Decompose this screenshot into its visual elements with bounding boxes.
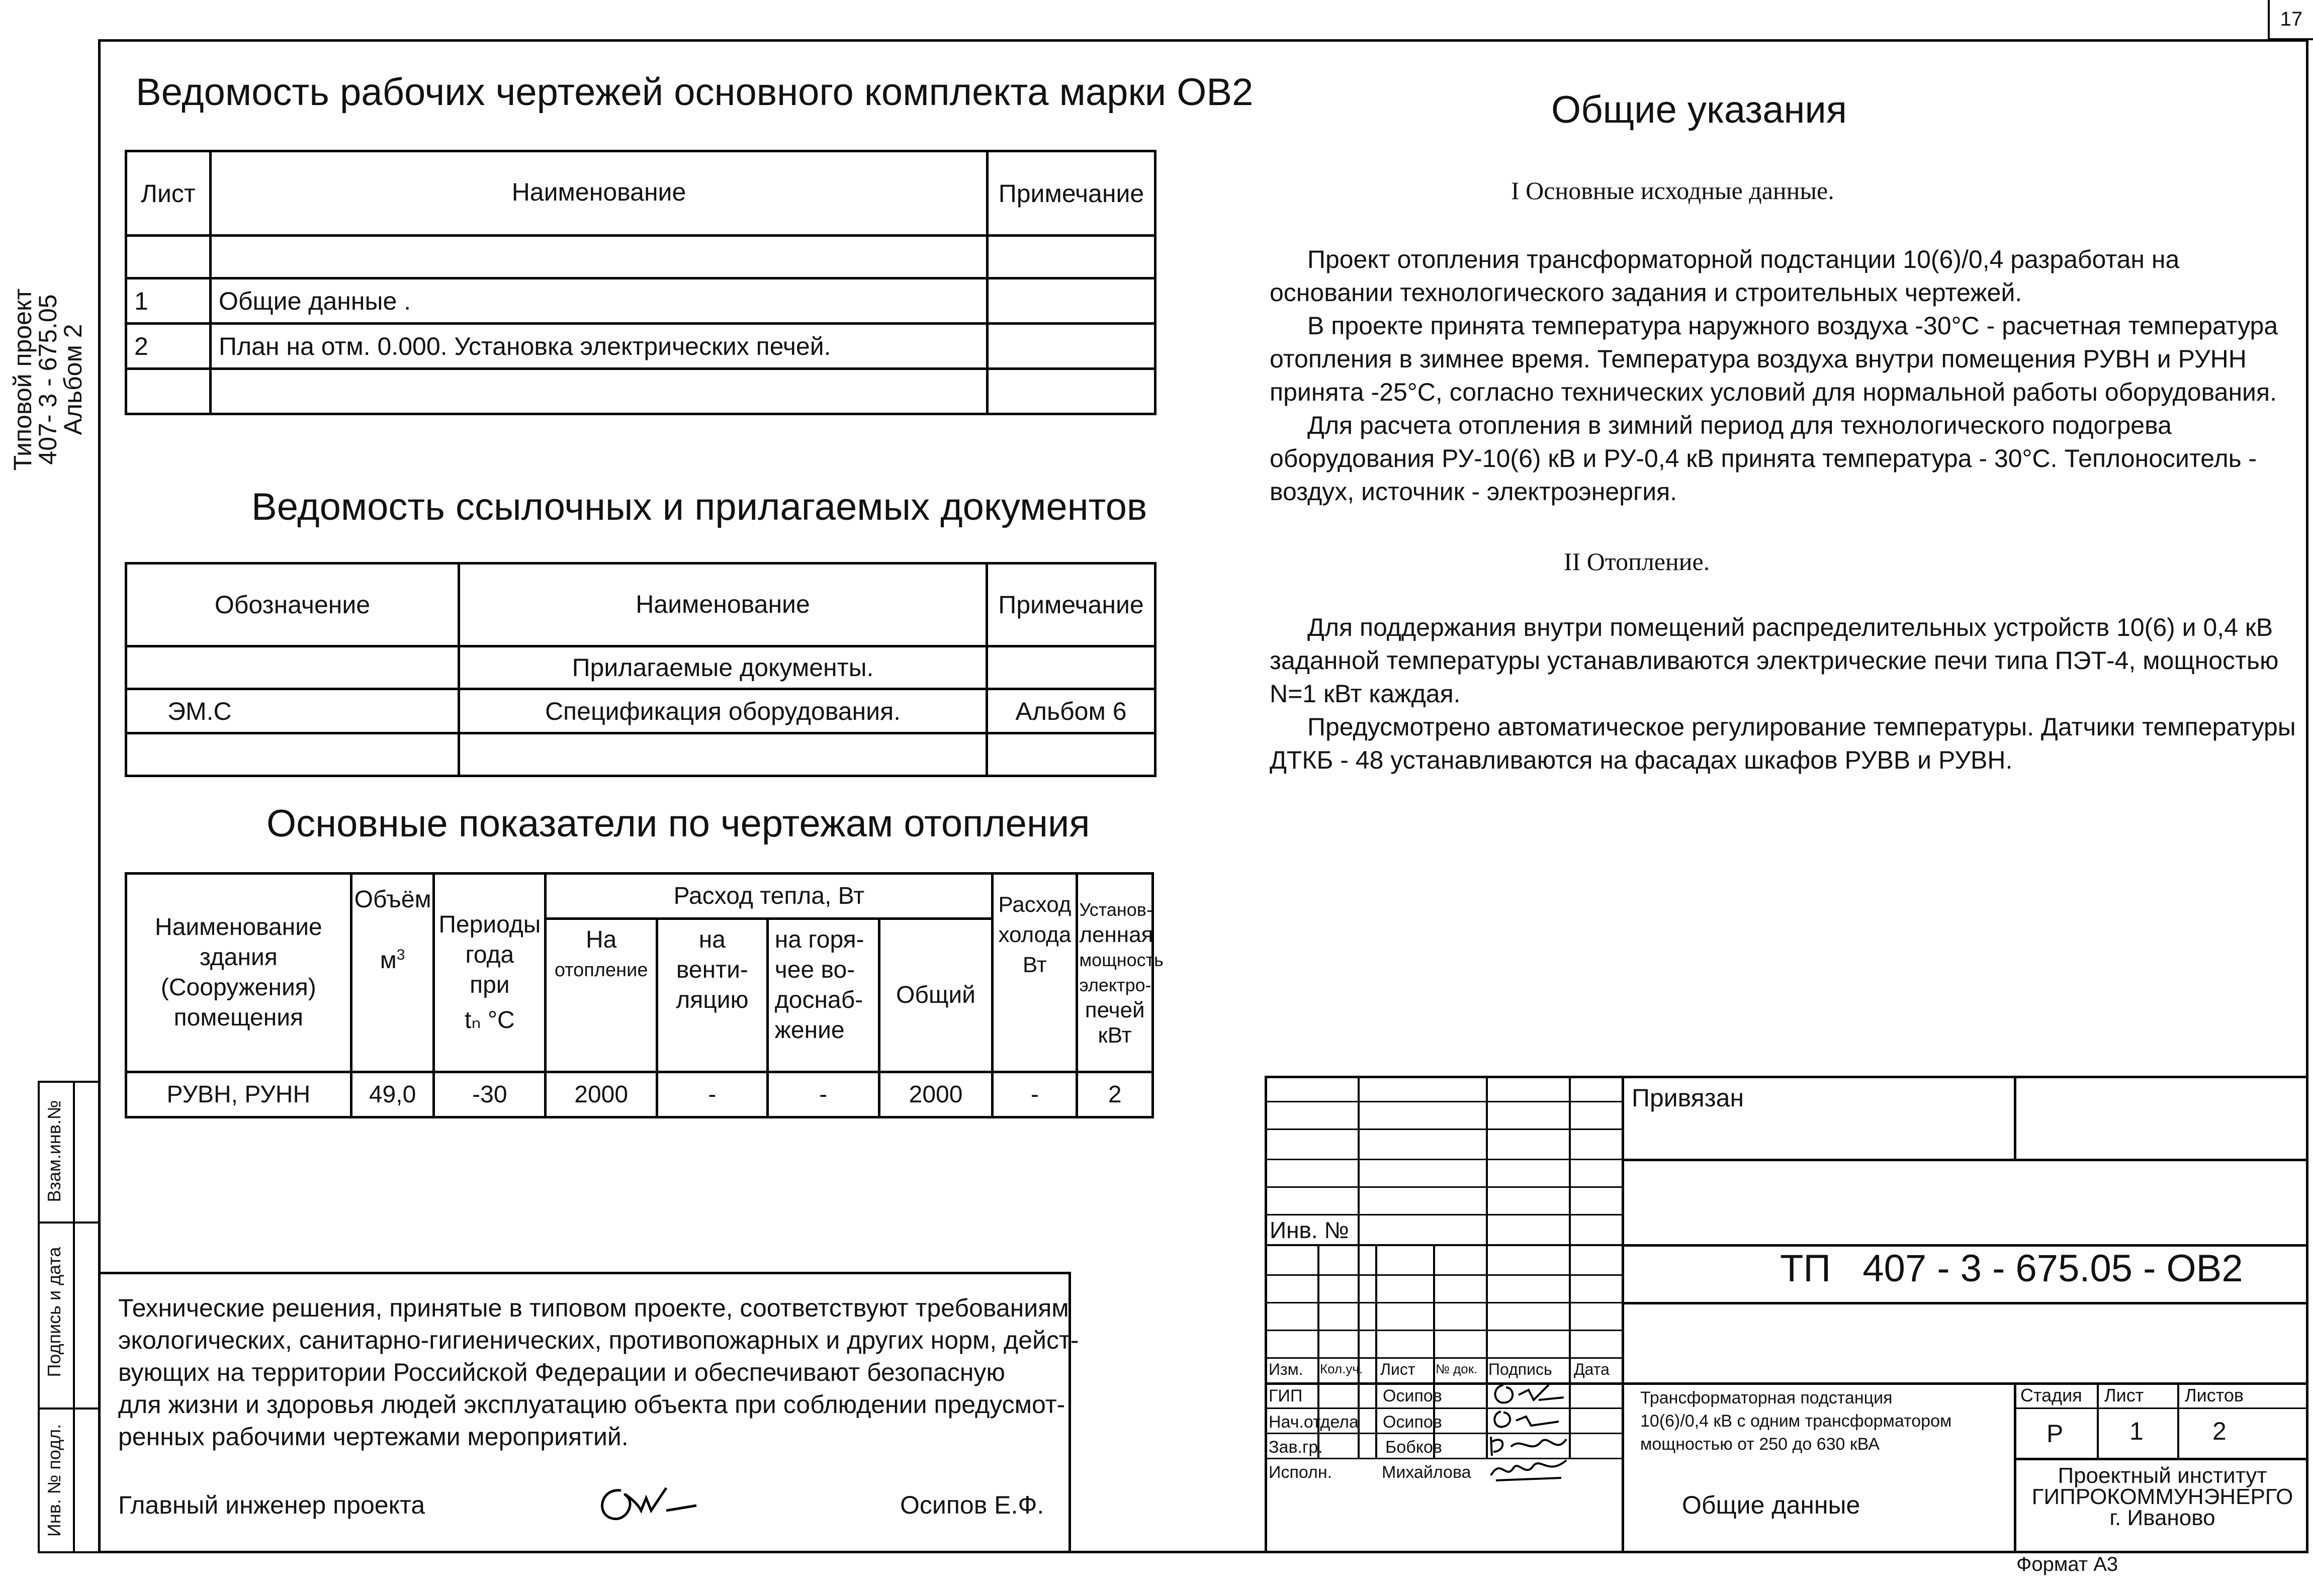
tb-r-h1 [1622,1159,2308,1161]
role-row: Исполн. [1269,1463,1332,1482]
table-row [126,646,1155,689]
hdr-building-name: Наименование здания (Сооружения) помещения [126,874,351,1072]
tb-r-v3 [2097,1382,2099,1458]
hdr-hot-water: на горя- чее во- доснаб- жение [767,919,879,1072]
side-label [10,219,85,540]
tb-v5 [1375,1244,1377,1458]
doc-title: Общие данные [1682,1491,1860,1519]
col-header-code: Обозначение [126,564,459,646]
tb-h8 [1265,1302,1622,1303]
table-row [126,236,1155,278]
sheet-name: Общие данные . [211,278,988,324]
hdr-total: Общий [879,919,993,1072]
table-row [126,369,1155,414]
cell-total: 2000 [879,1072,993,1117]
tb-r-v1 [2014,1076,2016,1161]
cell-name: РУВН, РУНН [126,1072,351,1117]
indicators-title: Основные показатели по чертежам отопления [266,802,1090,845]
section-heading: Прилагаемые документы. [459,646,987,689]
col-header-sheet: Лист [126,151,211,236]
col-header-row: Изм. Кол.уч. Лист № док. Подпись Дата [1269,1360,1610,1378]
col-header-name: Наименование [459,564,987,646]
tb-h6 [1265,1244,1622,1246]
hdr-heat-consumption: Расход тепла, Вт [546,874,993,919]
hdr-heating: На отопление [546,919,657,1072]
cell-power: 2 [1077,1072,1153,1117]
object-name: Трансформаторная подстанция 10(6)/0,4 кВ с одним трансформатором мощностью от 250 до 630 кВА [1640,1388,1952,1454]
cell-hotwater: - [767,1072,879,1117]
col-header-name: Наименование [211,151,988,236]
col-header-note: Примечание [988,151,1155,236]
tb-h5 [1265,1214,1622,1215]
tb-r-v4 [2177,1382,2179,1458]
tb-h7 [1265,1274,1622,1276]
inv-no-label: Инв. № [1270,1217,1349,1243]
table-row [126,733,1155,776]
general-title: Общие указания [1551,88,1847,131]
tb-v2 [1486,1076,1488,1458]
chief-engineer-signature [591,1475,701,1531]
cell-vent: - [657,1072,768,1117]
table-row [126,324,1155,369]
tb-h4 [1265,1186,1622,1188]
table-row [126,1072,1153,1117]
statement-text: Технические решения, принятые в типовом проекте, соответствуют требованиям экологических, санитарно-гигиенических, противопожарных и других норм, дейст- вующих на территории Российской Федерации и обеспечивают безопасную для жизни и здоровья людей эксплуатацию объекта при соблюдении предусмот- ренных рабочими чертежами мероприятий. [118,1294,1079,1451]
stage-label: Стадия [2020,1385,2082,1405]
hdr-periods: Периоды года при tₙ °С [434,874,546,1072]
signature-osipov-1 [1488,1380,1569,1410]
margin-label-vzam: Взам.инв.№ [44,1100,64,1202]
sheets-label: Листов [2185,1385,2244,1405]
tb-r-h5 [2014,1407,2308,1409]
doc-name: Спецификация оборудования. [459,689,987,733]
sheet-name: План на отм. 0.000. Установка электрических печей. [211,324,988,369]
doc-code: ТП 407 - 3 - 675.05 - ОВ2 [1780,1247,2243,1290]
margin-col-divider [73,1081,75,1553]
general-section-1: I Основные исходные данные. [1511,176,1834,205]
cell-cold: - [993,1072,1077,1117]
col-header-note: Примечание [987,564,1155,646]
hdr-ventilation: на венти- ляцию [657,919,768,1072]
tb-h9 [1265,1330,1622,1331]
page-number: 17 [2268,0,2313,40]
tb-h2 [1265,1129,1622,1130]
cell-heating: 2000 [546,1072,657,1117]
sheet-number: 1 [126,278,211,324]
role-row: Нач.отдела [1269,1413,1359,1432]
margin-sep-2 [38,1407,98,1410]
doc-code: ЭМ.С [126,689,459,733]
side-label-line2: 407- 3 - 675.05 [34,294,62,465]
format-label: Формат А3 [2016,1553,2118,1575]
signature-mikhailova [1486,1455,1571,1485]
sheet-number: 2 [126,324,211,369]
role-row: Зав.гр. [1269,1438,1323,1457]
privyazan-label: Привязан [1632,1084,1744,1112]
tb-h10 [1265,1357,1622,1359]
role-name: Бобков [1385,1438,1442,1457]
hdr-volume: Объём $м^3$ [351,874,434,1072]
role-name: Михайлова [1382,1463,1471,1482]
margin-label-podpis: Подпись и дата [44,1247,64,1377]
indicators-table [125,872,1164,1118]
drawings-list-title: Ведомость рабочих чертежей основного комплекта марки ОВ2 [136,71,1254,114]
role-name: Осипов [1383,1413,1442,1432]
organization: Проектный институт ГИПРОКОММУНЭНЕРГО г. Иваново [2031,1463,2293,1530]
tb-h1 [1265,1101,1622,1102]
sheet-value: 1 [2129,1417,2144,1445]
chief-engineer-role: Главный инженер проекта [118,1491,425,1519]
tb-r-h3 [1622,1302,2308,1304]
drawings-table [125,150,1156,415]
tb-v3 [1569,1076,1571,1458]
doc-note: Альбом 6 [987,689,1155,733]
signature-osipov-2 [1488,1406,1569,1434]
hdr-cold: Расход холода Вт [993,874,1077,1072]
tb-v7 [1622,1076,1624,1553]
side-label-line1: Типовой проект [9,288,37,471]
table-row [126,278,1155,324]
role-row: ГИП [1269,1386,1303,1405]
general-text-2: Для поддержания внутри помещений распределительных устройств 10(6) и 0,4 кВ заданной температуры устанавливаются электрические печи типа ПЭТ-4, мощностью N=1 кВт каждая. Предусмотрено автоматическое регулирование температуры. Датчики температуры ДТКБ - 48 устанавливаются на фасадах шкафов РУВВ и РУВН. [1270,613,2296,774]
general-section-2: II Отопление. [1564,547,1710,576]
table-row [126,689,1155,733]
sheets-value: 2 [2212,1417,2227,1445]
sheet-label: Лист [2104,1385,2144,1405]
margin-label-inv: Инв. № подл. [44,1424,64,1537]
cell-volume: 49,0 [351,1072,434,1117]
ref-docs-table [125,562,1156,777]
hdr-installed-power: Установ- ленная мощность электро- печей кВт [1077,874,1153,1072]
chief-engineer-name: Осипов Е.Ф. [900,1491,1044,1519]
tb-h3 [1265,1159,1622,1160]
tb-v1 [1358,1076,1360,1458]
general-text: Проект отопления трансформаторной подстанции 10(6)/0,4 разработан на основании технологического задания и строительных чертежей. В проекте принята температура наружного воздуха -30°С - расчетная температура отопления в зимнее время. Температура воздуха внутри помещения РУВН и РУНН принята -25°С, согласно технических условий для нормальной работы оборудования. Для расчета отопления в зимний период для технологического подогрева оборудования РУ-10(6) кВ и РУ-0,4 кВ принята температура - 30°С. Теплоноситель - воздух, источник - электроэнергия. [1270,245,2278,506]
side-label-line3: Альбом 2 [59,324,87,435]
tb-r-h6 [2014,1458,2308,1460]
role-name: Осипов [1383,1386,1442,1405]
stage-value: Р [2047,1420,2064,1448]
cell-period: -30 [434,1072,546,1117]
ref-docs-title: Ведомость ссылочных и прилагаемых документов [251,486,1147,528]
margin-sep-1 [38,1222,98,1224]
